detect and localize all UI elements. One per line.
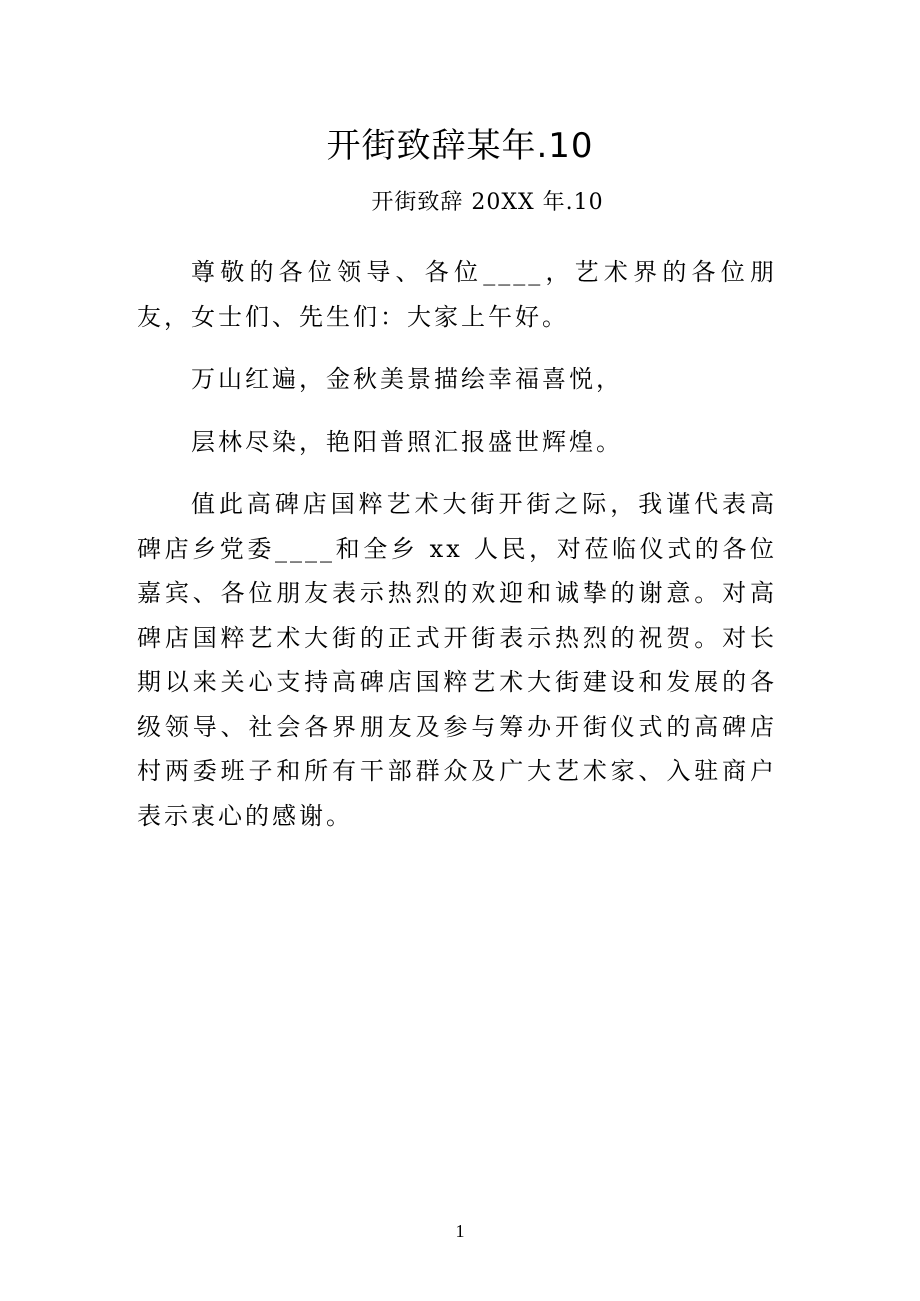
paragraph-welcome: 值此高碑店国粹艺术大街开街之际，我谨代表高碑店乡党委____和全乡 xx 人民，对莅临仪式的各位嘉宾、各位朋友表示热烈的欢迎和诚挚的谢意。对高碑店国粹艺术大街的正式开街表示热烈的祝贺。对长期以来关心支持高碑店国粹艺术大街建设和发展的各级领导、社会各界朋友及参与筹办开街仪式的高碑店村两委班子和所有干部群众及广大艺术家、入驻商户表示衷心的感谢。	[137, 490, 777, 830]
page-number: 1	[455, 1221, 465, 1241]
paragraph-verse-line-1: 万山红遍，金秋美景描绘幸福喜悦，	[191, 365, 623, 393]
document-subtitle: 开街致辞 20XX 年.10	[371, 190, 604, 215]
paragraph-greeting: 尊敬的各位领导、各位____，艺术界的各位朋友，女士们、先生们：大家上午好。	[137, 258, 777, 331]
paragraph-verse-line-2: 层林尽染，艳阳普照汇报盛世辉煌。	[191, 427, 623, 456]
document-body	[137, 250, 777, 856]
document-title: 开街致辞某年.10	[326, 126, 594, 166]
